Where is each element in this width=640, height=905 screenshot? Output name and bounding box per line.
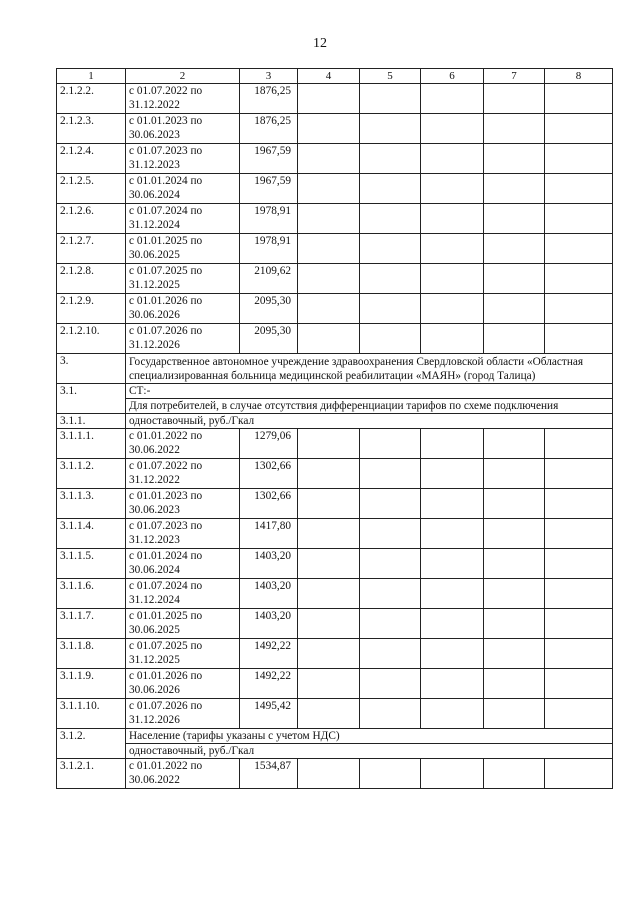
tariff-row [57,204,613,234]
tariff-value: 2095,30 [240,324,298,354]
tariff-row [57,699,613,729]
empty-cell [545,759,613,789]
empty-cell [545,519,613,549]
empty-cell [298,114,360,144]
row-number: 3.1.2.1. [57,759,126,789]
empty-cell [360,699,421,729]
empty-cell [484,204,545,234]
row-number: 2.1.2.9. [57,294,126,324]
empty-cell [298,429,360,459]
period-line: с 01.07.2026 по [129,700,203,712]
empty-cell [421,609,484,639]
period-line: с 01.01.2025 по [129,610,203,622]
empty-cell [484,519,545,549]
period-line: 31.12.2025 [129,279,180,291]
empty-cell [545,84,613,114]
empty-cell [360,114,421,144]
empty-cell [360,84,421,114]
period-cell [126,84,240,114]
period-line: 31.12.2023 [129,534,180,546]
row-number: 3.1.1.6. [57,579,126,609]
empty-cell [298,324,360,354]
period-cell [126,264,240,294]
empty-cell [421,144,484,174]
row-number: 2.1.2.8. [57,264,126,294]
period-line: с 01.07.2023 по [129,145,203,157]
period-cell [126,669,240,699]
section-description: Для потребителей, в случае отсутствия дифференциации тарифов по схеме подключения [129,400,559,412]
period-line: 31.12.2026 [129,339,180,351]
page-number: 12 [313,36,327,51]
empty-cell [484,174,545,204]
tariff-value: 1876,25 [240,114,298,144]
tariff-value: 2095,30 [240,294,298,324]
tariff-row [57,669,613,699]
tariff-value: 1492,22 [240,669,298,699]
empty-cell [298,204,360,234]
period-line: 30.06.2022 [129,444,180,456]
empty-cell [298,264,360,294]
section-description: одноставочный, руб./Гкал [129,745,255,757]
period-line: 30.06.2025 [129,249,180,261]
empty-cell [484,489,545,519]
empty-cell [421,264,484,294]
empty-cell [421,234,484,264]
period-cell [126,759,240,789]
tariff-row [57,549,613,579]
organization-name: Государственное автономное учреждение здравоохранения Свердловской области «Областная специализированная больница медицинской реабилитации «МАЯН» (город Талица) [126,354,613,384]
tariff-row [57,459,613,489]
row-number: 2.1.2.4. [57,144,126,174]
empty-cell [360,174,421,204]
row-number: 3.1.1.5. [57,549,126,579]
empty-cell [545,639,613,669]
empty-cell [545,144,613,174]
empty-cell [421,174,484,204]
empty-cell [545,294,613,324]
section-row [57,384,613,414]
column-number: 3 [240,69,298,84]
column-number-row [57,69,613,84]
period-line: 30.06.2026 [129,684,180,696]
column-number: 1 [57,69,126,84]
row-number: 2.1.2.5. [57,174,126,204]
tariff-value: 1967,59 [240,144,298,174]
column-number: 4 [298,69,360,84]
period-line: 31.12.2022 [129,99,180,111]
period-line: с 01.07.2025 по [129,640,203,652]
tariff-row [57,579,613,609]
empty-cell [484,114,545,144]
tariff-row [57,294,613,324]
empty-cell [545,234,613,264]
empty-cell [545,489,613,519]
empty-cell [484,264,545,294]
empty-cell [484,669,545,699]
empty-cell [360,294,421,324]
tariff-value: 1876,25 [240,84,298,114]
empty-cell [360,519,421,549]
period-cell [126,324,240,354]
empty-cell [298,84,360,114]
empty-cell [484,609,545,639]
empty-cell [545,114,613,144]
row-number: 2.1.2.3. [57,114,126,144]
tariff-row [57,519,613,549]
row-number: 3.1.1.3. [57,489,126,519]
section-row [57,729,613,759]
period-cell [126,489,240,519]
empty-cell [421,519,484,549]
empty-cell [545,549,613,579]
row-number: 3.1.1.10. [57,699,126,729]
empty-cell [484,639,545,669]
empty-cell [421,84,484,114]
period-cell [126,459,240,489]
empty-cell [484,324,545,354]
column-number: 8 [545,69,613,84]
period-cell [126,699,240,729]
period-cell [126,519,240,549]
empty-cell [545,324,613,354]
empty-cell [421,114,484,144]
empty-cell [484,699,545,729]
period-line: 31.12.2024 [129,219,180,231]
empty-cell [484,759,545,789]
period-cell [126,579,240,609]
empty-cell [298,234,360,264]
period-line: 31.12.2025 [129,654,180,666]
period-line: с 01.07.2025 по [129,265,203,277]
empty-cell [360,609,421,639]
period-line: с 01.01.2026 по [129,295,203,307]
tariff-value: 1978,91 [240,234,298,264]
row-number: 3.1.2. [57,729,126,759]
period-line: с 01.01.2026 по [129,670,203,682]
section-label: СТ:- [126,384,612,399]
empty-cell [298,174,360,204]
period-cell [126,294,240,324]
period-line: 30.06.2022 [129,774,180,786]
empty-cell [545,204,613,234]
empty-cell [484,144,545,174]
empty-cell [298,669,360,699]
empty-cell [360,324,421,354]
tariff-row [57,114,613,144]
empty-cell [298,294,360,324]
period-line: с 01.01.2024 по [129,550,203,562]
period-cell [126,609,240,639]
tariff-value: 1403,20 [240,609,298,639]
empty-cell [484,459,545,489]
empty-cell [484,579,545,609]
empty-cell [298,144,360,174]
tariff-value: 2109,62 [240,264,298,294]
empty-cell [421,204,484,234]
empty-cell [421,294,484,324]
tariff-value: 1495,42 [240,699,298,729]
empty-cell [360,579,421,609]
empty-cell [360,234,421,264]
tariff-value: 1403,20 [240,579,298,609]
period-line: с 01.01.2024 по [129,175,203,187]
row-number: 3. [57,354,126,384]
empty-cell [360,759,421,789]
empty-cell [298,699,360,729]
period-line: 31.12.2023 [129,159,180,171]
section-label: одноставочный, руб./Гкал [126,414,613,429]
tariff-value: 1967,59 [240,174,298,204]
period-line: с 01.01.2022 по [129,760,203,772]
period-line: с 01.01.2022 по [129,430,203,442]
empty-cell [545,579,613,609]
tariff-row [57,264,613,294]
empty-cell [545,459,613,489]
period-line: с 01.01.2023 по [129,490,203,502]
empty-cell [484,84,545,114]
period-line: с 01.07.2024 по [129,580,203,592]
tariff-row [57,609,613,639]
period-line: с 01.07.2022 по [129,85,203,97]
empty-cell [484,549,545,579]
tariff-row [57,324,613,354]
tariff-row [57,759,613,789]
empty-cell [421,669,484,699]
period-cell [126,549,240,579]
tariff-value: 1302,66 [240,489,298,519]
empty-cell [545,669,613,699]
empty-cell [298,489,360,519]
row-number: 2.1.2.6. [57,204,126,234]
empty-cell [484,429,545,459]
empty-cell [360,549,421,579]
period-line: 30.06.2024 [129,564,180,576]
tariff-value: 1279,06 [240,429,298,459]
tariff-row [57,144,613,174]
empty-cell [421,324,484,354]
empty-cell [298,459,360,489]
period-cell [126,144,240,174]
empty-cell [360,489,421,519]
empty-cell [298,519,360,549]
empty-cell [545,174,613,204]
tariff-value: 1302,66 [240,459,298,489]
column-number: 2 [126,69,240,84]
row-number: 3.1.1.4. [57,519,126,549]
empty-cell [360,264,421,294]
row-number: 2.1.2.10. [57,324,126,354]
empty-cell [421,759,484,789]
row-number: 2.1.2.2. [57,84,126,114]
period-cell [126,639,240,669]
organization-row [57,354,613,384]
tariff-value: 1417,80 [240,519,298,549]
empty-cell [360,639,421,669]
tariff-row [57,174,613,204]
row-number: 3.1.1.9. [57,669,126,699]
column-number: 5 [360,69,421,84]
tariff-table [56,68,613,789]
empty-cell [484,234,545,264]
empty-cell [360,429,421,459]
empty-cell [360,204,421,234]
period-cell [126,174,240,204]
empty-cell [298,609,360,639]
period-line: 30.06.2023 [129,504,180,516]
period-line: 31.12.2022 [129,474,180,486]
row-number: 2.1.2.7. [57,234,126,264]
tariff-value: 1978,91 [240,204,298,234]
row-number: 3.1.1. [57,414,126,429]
column-number: 6 [421,69,484,84]
empty-cell [421,579,484,609]
empty-cell [421,549,484,579]
period-line: 30.06.2025 [129,624,180,636]
section-label: Население (тарифы указаны с учетом НДС) [126,729,612,744]
empty-cell [484,294,545,324]
empty-cell [360,459,421,489]
period-line: 31.12.2026 [129,714,180,726]
column-number: 7 [484,69,545,84]
empty-cell [421,639,484,669]
period-line: 30.06.2026 [129,309,180,321]
empty-cell [421,699,484,729]
empty-cell [360,669,421,699]
empty-cell [421,429,484,459]
empty-cell [421,489,484,519]
tariff-row [57,429,613,459]
section-row [57,414,613,429]
period-line: 30.06.2023 [129,129,180,141]
row-number: 3.1.1.1. [57,429,126,459]
tariff-value: 1534,87 [240,759,298,789]
empty-cell [421,459,484,489]
tariff-row [57,639,613,669]
tariff-row [57,84,613,114]
empty-cell [298,759,360,789]
period-line: с 01.01.2023 по [129,115,203,127]
empty-cell [545,609,613,639]
period-line: с 01.07.2026 по [129,325,203,337]
tariff-row [57,489,613,519]
row-number: 3.1.1.7. [57,609,126,639]
row-number: 3.1. [57,384,126,414]
empty-cell [298,639,360,669]
empty-cell [298,549,360,579]
empty-cell [298,579,360,609]
tariff-value: 1403,20 [240,549,298,579]
period-cell [126,234,240,264]
tariff-row [57,234,613,264]
period-line: с 01.07.2024 по [129,205,203,217]
empty-cell [360,144,421,174]
empty-cell [545,264,613,294]
period-cell [126,429,240,459]
period-line: 31.12.2024 [129,594,180,606]
tariff-value: 1492,22 [240,639,298,669]
empty-cell [545,699,613,729]
period-cell [126,114,240,144]
period-line: с 01.07.2022 по [129,460,203,472]
period-line: с 01.01.2025 по [129,235,203,247]
row-number: 3.1.1.8. [57,639,126,669]
period-cell [126,204,240,234]
period-line: с 01.07.2023 по [129,520,203,532]
period-line: 30.06.2024 [129,189,180,201]
empty-cell [545,429,613,459]
row-number: 3.1.1.2. [57,459,126,489]
